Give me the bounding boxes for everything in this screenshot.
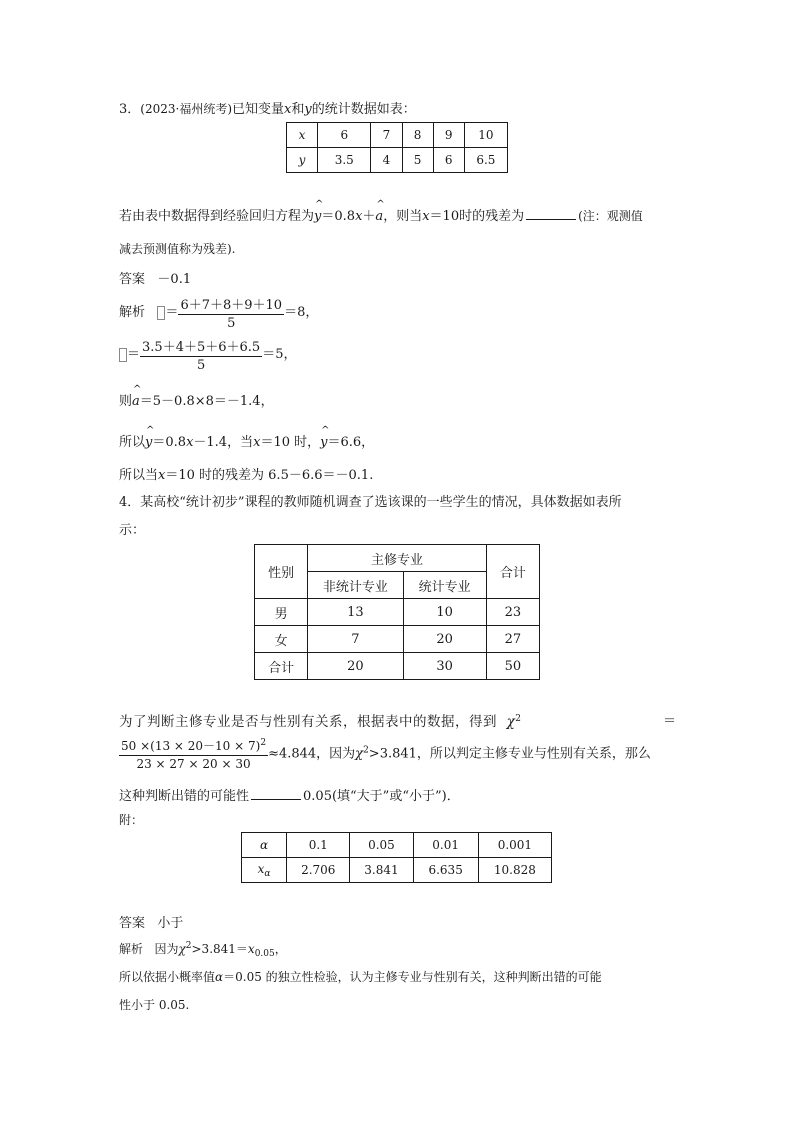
ybar-symbol-icon xyxy=(119,348,127,362)
q4-para-line3: 这种判断出错的可能性 0.05(填“大于”或“小于”)． xyxy=(119,789,460,804)
analysis-label: 解析 xyxy=(119,305,146,320)
q3-source: (2023·福州统考) xyxy=(140,102,232,116)
q3-line3: 减去预测值称为残差). xyxy=(119,242,236,256)
q4-conclusion-line2: 性小于 0.05. xyxy=(119,998,190,1012)
q4-stem-end: 示： xyxy=(119,523,146,538)
q3-data-table xyxy=(286,122,508,173)
q4-equals: ＝ xyxy=(663,714,677,729)
analysis-label: 解析 xyxy=(119,942,144,956)
q4-stem: 4．某高校“统计初步”课程的教师随机调查了选该课的一些学生的情况，具体数据如表所 xyxy=(119,495,622,510)
q4-conclusion-line1: 所以依据小概率值α＝0.05 的独立性检验，认为主修专业与性别有关，这种判断出错的可能 xyxy=(119,970,602,984)
q4-para-line2: $\frac{50 \times(13 \times 20-10 \times 7)^2}{23 \times 27 \times 20 \times 30}$ ≈4.844，因为$\chi^2>3.841$，所以判定主修专业与性别有关系，那么 xyxy=(121,738,651,771)
q4-contingency-table xyxy=(254,544,540,680)
q4-critical-values-table xyxy=(241,832,552,883)
q3-stem: 3．(2023·福州统考)已知变量x和y的统计数据如表： xyxy=(119,102,416,117)
table-row: 男 13 10 23 xyxy=(255,599,540,626)
q3-answer xyxy=(119,268,191,287)
table-row: y 3.5 4 5 6 6.5 xyxy=(287,148,508,173)
ybar-fraction: $\frac{3.5+4+5+6+6.5}{5}$ xyxy=(140,336,262,373)
answer-value: 小于 xyxy=(157,916,184,931)
q4-analysis: 解析 因为$\chi^2>3.841=x_{0.05}$， xyxy=(119,941,287,959)
table-row: $x_\alpha$ 2.706 3.841 6.635 10.828 xyxy=(242,858,552,883)
q3-xbar-line: 解析 ＝ $\frac{6+7+8+9+10}{5}$ ＝8， xyxy=(119,294,318,331)
q3-so-line: 所以^ y＝0.8x－1.4，当x＝10 时，^ y＝6.6， xyxy=(119,431,374,450)
q3-line2: 若由表中数据得到经验回归方程为^ y＝0.8x＋^ a，则当x＝10时的残差为 (注：观测值 xyxy=(119,205,643,224)
q4-para-line1: 为了判断主修专业是否与性别有关系，根据表中的数据，得到 $\chi^2$ xyxy=(119,714,522,730)
table-row: α 0.1 0.05 0.01 0.001 xyxy=(242,833,552,858)
xbar-fraction: $\frac{6+7+8+9+10}{5}$ xyxy=(178,294,284,331)
answer-label: 答案 xyxy=(119,272,146,287)
chi-square-fraction: $\frac{50 \times(13 \times 20-10 \times 7)^2}{23 \times 27 \times 20 \times 30}$ xyxy=(121,738,267,771)
answer-label: 答案 xyxy=(119,916,146,931)
answer-blank[interactable] xyxy=(251,787,301,800)
q3-number: 3． xyxy=(119,102,141,117)
table-row: 非统计专业 统计专业 xyxy=(255,572,540,599)
table-row: 女 7 20 27 xyxy=(255,626,540,653)
answer-value: －0.1 xyxy=(157,272,192,287)
table-row: 合计 20 30 50 xyxy=(255,653,540,680)
table-row: 性别 主修专业 合计 xyxy=(255,545,540,572)
q4-appendix-label: 附： xyxy=(119,813,144,827)
q4-answer xyxy=(119,912,183,931)
q3-ybar-line: ＝ $\frac{3.5+4+5+6+6.5}{5}$ ＝5， xyxy=(119,336,296,373)
xbar-symbol-icon xyxy=(157,306,165,320)
q3-a-line: 则^ a＝5－0.8×8＝－1.4， xyxy=(119,390,274,409)
answer-blank[interactable] xyxy=(526,207,576,220)
table-row: x 6 7 8 9 10 xyxy=(287,123,508,148)
q3-final-line: 所以当x＝10 时的残差为 6.5－6.6＝－0.1. xyxy=(119,468,374,483)
